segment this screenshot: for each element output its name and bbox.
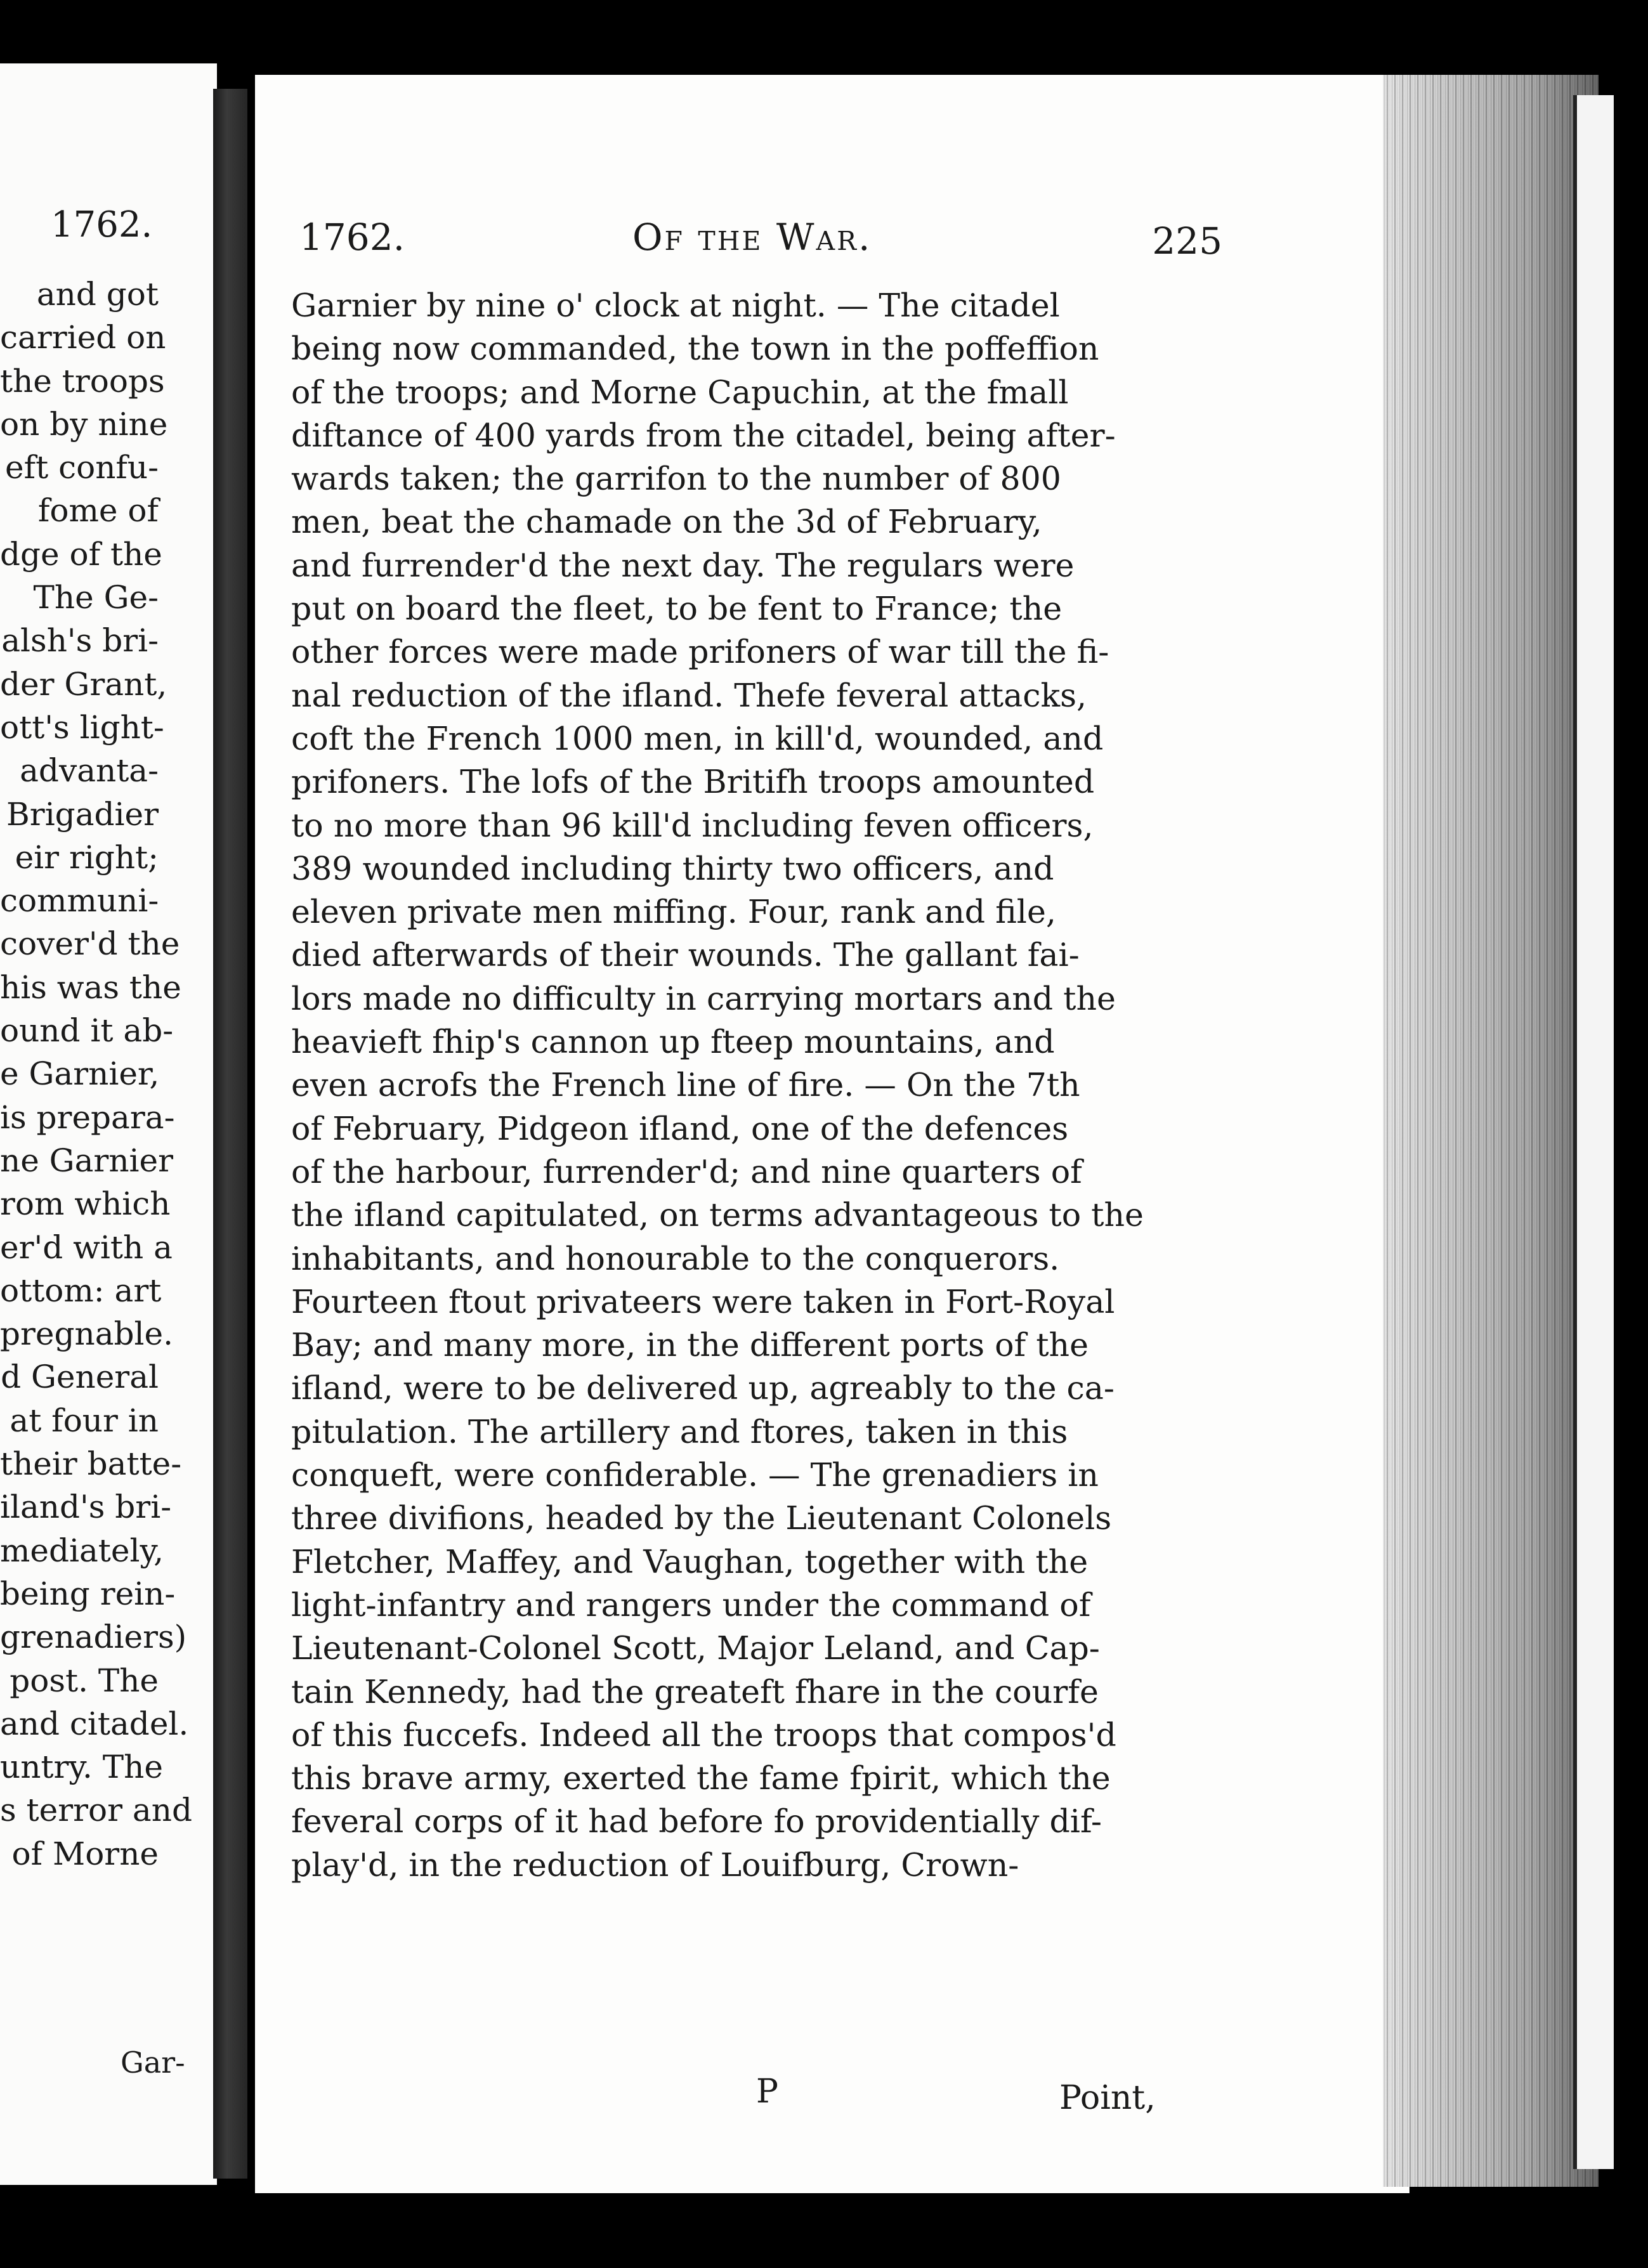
page-number: 225 — [1152, 219, 1222, 263]
left-text-line: iland's bri- — [0, 1489, 172, 1526]
text-line: nal reduction of the ifland. Thefe feveral attacks, — [291, 676, 1087, 714]
header-year: 1762. — [299, 216, 405, 259]
text-line: lors made no difficulty in carrying mortars and the — [291, 979, 1116, 1017]
text-line: ifland, were to be delivered up, agreably to the ca- — [291, 1369, 1115, 1407]
left-catchword: Gar- — [121, 2045, 185, 2080]
left-running-year: 1762. — [51, 204, 153, 245]
left-text-line: at four in — [10, 1402, 159, 1439]
text-line: conqueft, were confiderable. — The grenadiers in — [291, 1456, 1099, 1494]
catchword: Point, — [1059, 2079, 1156, 2117]
left-text-line: pregnable. — [0, 1315, 173, 1353]
text-line: to no more than 96 kill'd including feven officers, — [291, 806, 1094, 844]
text-line: inhabitants, and honourable to the conquerors. — [291, 1239, 1060, 1277]
left-text-line: cover'd the — [0, 925, 180, 963]
left-text-line: Brigadier — [6, 795, 159, 833]
left-text-line: mediately, — [0, 1532, 164, 1569]
left-text-line: er'd with a — [0, 1228, 173, 1266]
left-text-line: ottom: art — [0, 1272, 162, 1309]
text-line: of the harbour, furrender'd; and nine quarters of — [291, 1152, 1082, 1190]
left-text-line: grenadiers) — [0, 1619, 187, 1656]
left-text-line: ne Garnier — [0, 1142, 174, 1179]
left-text-line: eir right; — [15, 838, 159, 876]
left-text-line: The Ge- — [33, 579, 159, 616]
text-line: Lieutenant-Colonel Scott, Major Leland, and Cap- — [291, 1629, 1100, 1667]
left-text-line: alsh's bri- — [1, 622, 159, 660]
header-title: Of the War. — [632, 216, 872, 259]
text-line: prifoners. The lofs of the Britifh troops amounted — [291, 763, 1095, 801]
back-cover — [1573, 95, 1614, 2169]
left-text-line: ound it ab- — [0, 1012, 174, 1050]
left-text-line: s terror and — [0, 1792, 192, 1829]
text-line: being now commanded, the town in the poffeffion — [291, 330, 1099, 368]
left-text-line: post. The — [10, 1662, 159, 1699]
left-text-line: untry. The — [0, 1749, 163, 1786]
left-facing-page — [0, 63, 217, 2185]
left-page-text — [0, 273, 192, 1875]
left-text-line: and got — [36, 276, 159, 313]
left-text-line: carried on — [0, 319, 166, 356]
left-text-line: communi- — [0, 882, 159, 920]
text-line: Fourteen ftout privateers were taken in Fort-Royal — [291, 1282, 1115, 1320]
left-text-line: the troops — [0, 362, 165, 400]
left-text-line: ott's light- — [0, 708, 164, 746]
text-line: coft the French 1000 men, in kill'd, wounded, and — [291, 719, 1104, 757]
text-line: heavieft fhip's cannon up fteep mountains, and — [291, 1023, 1055, 1061]
text-line: diftance of 400 yards from the citadel, being after- — [291, 416, 1116, 454]
text-line: Fletcher, Maffey, and Vaughan, together with the — [291, 1542, 1089, 1580]
text-line: light-infantry and rangers under the command of — [291, 1586, 1091, 1624]
text-line: even acrofs the French line of fire. — On the 7th — [291, 1066, 1080, 1104]
text-line: and furrender'd the next day. The regulars were — [291, 546, 1075, 584]
left-text-line: their batte- — [0, 1445, 182, 1483]
text-line: of February, Pidgeon ifland, one of the defences — [291, 1109, 1069, 1147]
page-edges-shadow — [1383, 75, 1599, 2187]
text-line: the ifland capitulated, on terms advantageous to the — [291, 1196, 1144, 1234]
left-text-line: rom which — [0, 1185, 171, 1223]
left-text-line: der Grant, — [0, 665, 167, 703]
text-line: pitulation. The artillery and ftores, taken in this — [291, 1412, 1068, 1450]
text-line: died afterwards of their wounds. The gallant fai- — [291, 936, 1080, 974]
text-line: of this fuccefs. Indeed all the troops that compos'd — [291, 1716, 1116, 1754]
left-text-line: fome of — [37, 492, 159, 530]
book-page — [255, 75, 1409, 2193]
text-line: eleven private men miffing. Four, rank and file, — [291, 893, 1056, 931]
left-text-line: dge of the — [0, 535, 162, 573]
running-head — [299, 216, 1222, 273]
text-line: play'd, in the reduction of Louifburg, Crown- — [291, 1846, 1019, 1884]
left-text-line: d General — [1, 1359, 159, 1396]
text-line: wards taken; the garrifon to the number of 800 — [291, 460, 1061, 498]
signature-mark: P — [756, 2073, 778, 2111]
left-text-line: is prepara- — [0, 1098, 175, 1136]
text-line: of the troops; and Morne Capuchin, at the fmall — [291, 373, 1069, 411]
left-text-line: eft confu- — [5, 449, 159, 486]
text-line: 389 wounded including thirty two officers, and — [291, 849, 1054, 887]
body-text — [291, 284, 1224, 1887]
book-gutter — [213, 89, 247, 2179]
text-line: this brave army, exerted the fame fpirit, which the — [291, 1759, 1111, 1797]
left-text-line: of Morne — [11, 1835, 159, 1872]
text-line: put on board the fleet, to be fent to France; the — [291, 590, 1063, 628]
left-text-line: advanta- — [20, 752, 159, 790]
left-text-line: on by nine — [0, 405, 168, 443]
text-line: Garnier by nine o' clock at night. — The citadel — [291, 287, 1060, 324]
text-line: tain Kennedy, had the greateft fhare in the courfe — [291, 1672, 1099, 1711]
left-text-line: e Garnier, — [0, 1055, 160, 1093]
text-line: men, beat the chamade on the 3d of February, — [291, 503, 1042, 541]
left-text-line: his was the — [0, 968, 181, 1006]
text-line: other forces were made prifoners of war till the fi- — [291, 633, 1109, 671]
text-line: Bay; and many more, in the different ports of the — [291, 1326, 1089, 1364]
text-line: feveral corps of it had before fo providentially dif- — [291, 1802, 1102, 1841]
left-text-line: being rein- — [0, 1575, 176, 1612]
left-text-line: and citadel. — [0, 1705, 189, 1742]
text-line: three divifions, headed by the Lieutenant Colonels — [291, 1499, 1112, 1537]
